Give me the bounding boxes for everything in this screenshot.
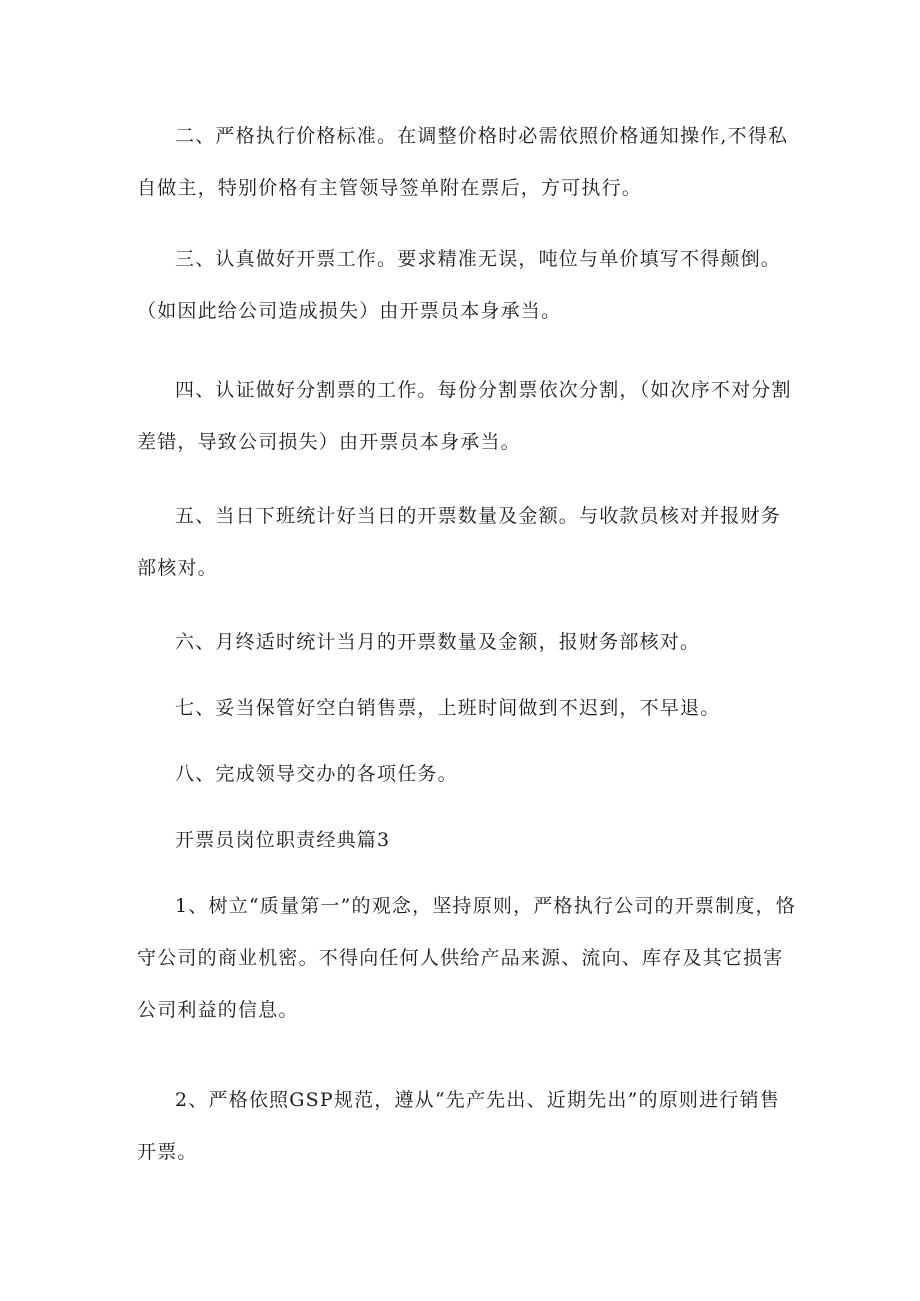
paragraph-price-standard: 二、严格执行价格标准。在调整价格时必需依照价格通知操作,不得私自做主，特别价格有主管领导签单附在票后，方可执行。	[137, 125, 789, 199]
paragraph-daily-statistics: 五、当日下班统计好当日的开票数量及金额。与收款员核对并报财务部核对。	[137, 505, 782, 579]
paragraph-quality-first: 1、树立“质量第一”的观念，坚持原则，严格执行公司的开票制度，恪守公司的商业机密。不得向任何人供给产品来源、流向、库存及其它损害公司利益的信息。	[137, 895, 796, 1021]
section-title: 开票员岗位职责经典篇3	[175, 829, 391, 851]
paragraph-assigned-tasks: 八、完成领导交办的各项任务。	[175, 763, 458, 785]
paragraph-blank-receipts: 七、妥当保管好空白销售票，上班时间做到不迟到，不早退。	[175, 697, 721, 719]
paragraph-monthly-statistics: 六、月终适时统计当月的开票数量及金额，报财务部核对。	[175, 631, 701, 653]
paragraph-gsp-standard: 2、严格依照GSP规范，遵从“先产先出、近期先出”的原则进行销售开票。	[137, 1089, 780, 1163]
paragraph-split-invoice: 四、认证做好分割票的工作。每份分割票依次分割，（如次序不对分割差错，导致公司损失）由开票员本身承当。	[137, 379, 792, 453]
paragraph-invoice-work: 三、认真做好开票工作。要求精准无误，吨位与单价填写不得颠倒。（如因此给公司造成损失）由开票员本身承当。	[137, 248, 782, 322]
